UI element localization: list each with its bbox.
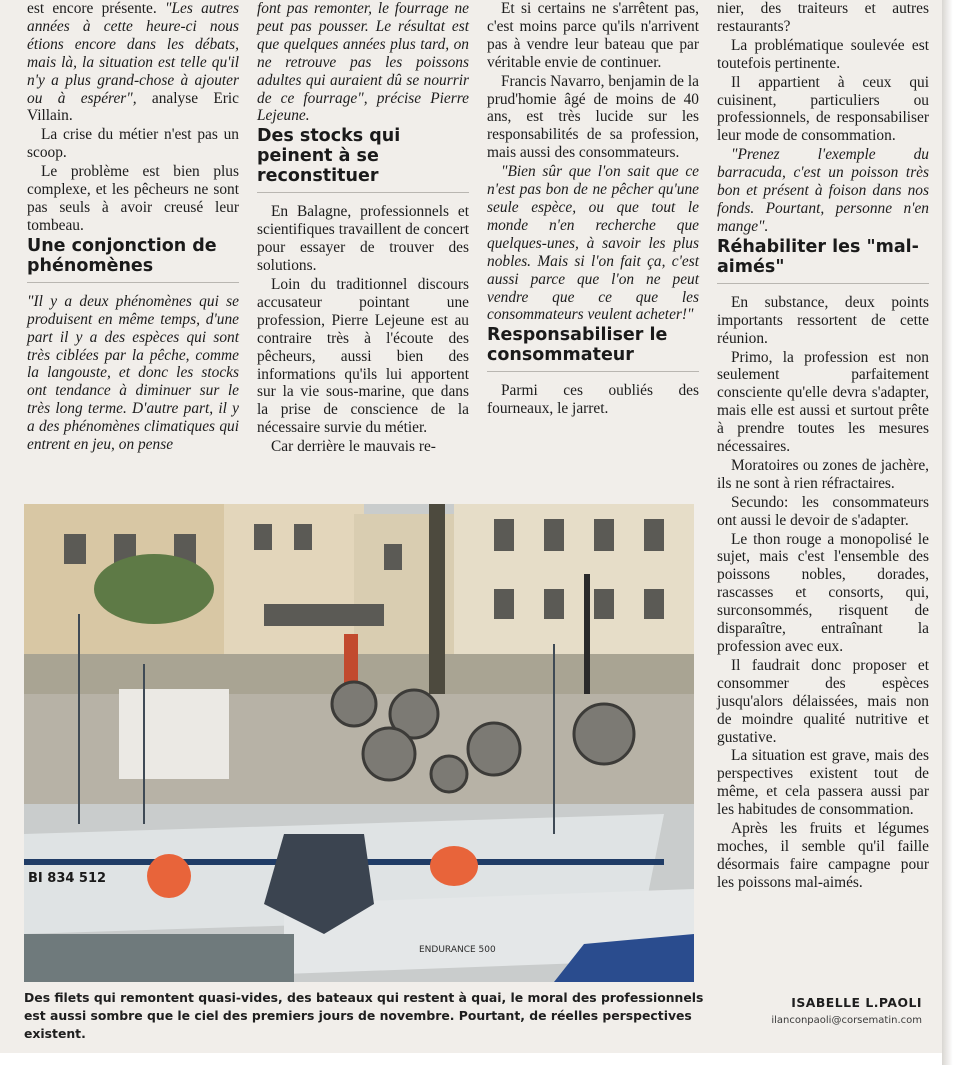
body-text: précise Pierre Lejeune. xyxy=(257,89,469,125)
section-heading: Responsabiliser le consommateur xyxy=(487,325,668,366)
palm-leaves xyxy=(94,554,214,624)
article-paragraph xyxy=(717,494,929,530)
article-paragraph xyxy=(717,294,929,348)
orange-buoy-left xyxy=(147,854,191,898)
quoted-speech: "Il y a deux phénomènes qui se produisent en même temps, d'une part il y a des espèces qui sont très ciblées par la pêche, comme la langouste, et donc les stocks ont tendance à diminuer sur le très long terme. D'autre part, il y a des phénomènes climatiques qui entrent en jeu, on pense xyxy=(27,292,239,454)
engine-label: ENDURANCE 500 xyxy=(419,945,496,955)
article-paragraph xyxy=(717,531,929,656)
article-paragraph xyxy=(27,126,239,162)
body-text: Parmi ces oubliés des fourneaux, le jarret. xyxy=(487,382,699,418)
article-paragraph xyxy=(487,73,699,163)
body-text: Primo, la profession est non seulement parfaitement consciente qu'elle devra s'adapter, mais elle est aussi et surtout prête à prendre toutes les mesures nécessaires. xyxy=(717,348,929,456)
body-text: Le thon rouge a monopolisé le sujet, mais c'est l'ensemble des poissons nobles, dorades, rascasses et consorts, qui, surconsommés, risquent de disparaître, entraînant la profession avec eux. xyxy=(717,530,929,655)
scan-margin xyxy=(942,0,969,1065)
article-paragraph xyxy=(717,747,929,819)
article-paragraph xyxy=(717,349,929,456)
article-paragraph xyxy=(717,146,929,236)
body-text: analyse Eric Villain. xyxy=(27,89,239,125)
orange-buoy-right xyxy=(430,846,478,886)
section-heading: Réhabiliter les "mal-aimés" xyxy=(717,236,919,277)
article-column-2 xyxy=(257,0,469,457)
article-column-4 xyxy=(717,0,929,893)
article-paragraph xyxy=(717,0,929,36)
body-text: Moratoires ou zones de jachère, ils ne sont à rien réfractaires. xyxy=(717,456,929,492)
article-paragraph xyxy=(717,37,929,73)
harbour-photo-drawing xyxy=(24,504,694,982)
article-paragraph xyxy=(257,276,469,437)
lamp-post xyxy=(584,574,590,704)
body-text: Car derrière le mauvais re- xyxy=(271,438,436,456)
red-sign xyxy=(344,634,358,684)
article-paragraph xyxy=(717,457,929,493)
harbour-water xyxy=(24,934,294,982)
quoted-speech: "Prenez l'exemple du barracuda, c'est un poisson très bon et présent à foison dans nos fonds. Pourtant, personne n'en mange". xyxy=(717,146,929,235)
body-text: Il faudrait donc proposer et consommer des espèces jusqu'alors délaissées, mais non de moindre qualité nutritive et gustative. xyxy=(717,656,929,746)
section-heading: Des stocks qui peinent à se reconstituer xyxy=(257,126,401,187)
article-paragraph xyxy=(717,820,929,892)
body-text: En Balagne, professionnels et scientifiques travaillent de concert pour essayer de trouver des solutions. xyxy=(257,203,469,275)
article-paragraph xyxy=(257,203,469,275)
body-text: La problématique soulevée est toutefois pertinente. xyxy=(717,36,929,72)
body-text: En substance, deux points importants ressortent de cette réunion. xyxy=(717,293,929,347)
body-text: La crise du métier n'est pas un scoop. xyxy=(27,126,239,162)
author-signature: ISABELLE L.PAOLI xyxy=(791,995,922,1010)
article-paragraph xyxy=(27,0,239,125)
article-column-1 xyxy=(27,0,239,455)
boat-canopy xyxy=(119,689,229,779)
body-text: est encore présente. xyxy=(27,0,165,17)
article-paragraph xyxy=(717,74,929,146)
article-paragraph xyxy=(257,0,469,125)
heading-rule xyxy=(717,283,929,284)
body-text: Francis Navarro, benjamin de la prud'homie âgé de moins de 40 ans, est très lucide sur les responsabilités de sa profession, mais aussi des consommateurs. xyxy=(487,72,699,162)
article-paragraph xyxy=(487,382,699,418)
quoted-speech: "Bien sûr que l'on sait que ce n'est pas bon de ne pêcher qu'une seule espèce, ou que tout le monde n'en recherche que quelques-unes, à savoir les plus nobles. Mais si l'on fait ça, c'est aussi parce que l'on ne peut vendre que ce que les consommateurs veulent acheter!" xyxy=(487,163,699,324)
article-paragraph xyxy=(487,163,699,324)
body-text: Il appartient à ceux qui cuisinent, particuliers ou professionnels, de responsabiliser leur mode de consommation. xyxy=(717,73,929,145)
harbour-photo xyxy=(24,504,694,982)
photo-caption: Des filets qui remontent quasi-vides, des bateaux qui restent à quai, le moral des professionnels est aussi sombre que le ciel des premiers jours de novembre. Pourtant, de réelles perspectives existent. xyxy=(24,990,704,1041)
article-paragraph xyxy=(27,293,239,454)
body-text: La situation est grave, mais des perspectives existent tout de même, et cela passera aussi par les habitudes de consommation. xyxy=(717,747,929,819)
heading-rule xyxy=(487,371,699,372)
body-text: nier, des traiteurs et autres restaurants? xyxy=(717,0,929,35)
heading-rule xyxy=(27,282,239,283)
section-heading: Une conjonction de phénomènes xyxy=(27,235,217,276)
article-paragraph xyxy=(717,657,929,747)
quoted-speech: "Les autres années à cette heure-ci nous étions encore dans les débats, mais là, la situation est telle qu'il n'y a plus grand-chose à ajouter ou à espérer", xyxy=(27,0,239,107)
boat-registration: BI 834 512 xyxy=(28,871,107,886)
quoted-speech: font pas remonter, le fourrage ne peut pas pousser. Le résultat est que quelques années plus tard, on ne retrouve pas les poissons adultes qui auraient dû se nourrir de ce fourrage", xyxy=(257,0,469,107)
body-text: Secundo: les consommateurs ont aussi le devoir de s'adapter. xyxy=(717,493,929,529)
palm-trunk xyxy=(429,504,445,714)
article-paragraph xyxy=(487,0,699,72)
article-paragraph xyxy=(27,163,239,235)
body-text: Loin du traditionnel discours accusateur pointant une profession, Pierre Lejeune est au contraire très à l'écoute des pêcheurs, aussi bien des informations qu'ils lui apportent sur la vie sous-marine, que dans la prise de conscience de la nécessaire survie du métier. xyxy=(257,275,469,437)
body-text: Le problème est bien plus complexe, et les pêcheurs ne sont pas seuls à avoir creusé leur tombeau. xyxy=(27,163,239,234)
author-email: ilanconpaoli@corsematin.com xyxy=(771,1015,922,1026)
article-column-3 xyxy=(487,0,699,419)
body-text: Après les fruits et légumes moches, il semble qu'il faille désormais faire campagne pour les poissons mal-aimés. xyxy=(717,820,929,891)
body-text: Et si certains ne s'arrêtent pas, c'est moins parce qu'ils n'arrivent pas à vendre leur bateau que par véritable envie de continuer. xyxy=(487,0,699,71)
article-paragraph xyxy=(257,438,469,456)
heading-rule xyxy=(257,192,469,193)
